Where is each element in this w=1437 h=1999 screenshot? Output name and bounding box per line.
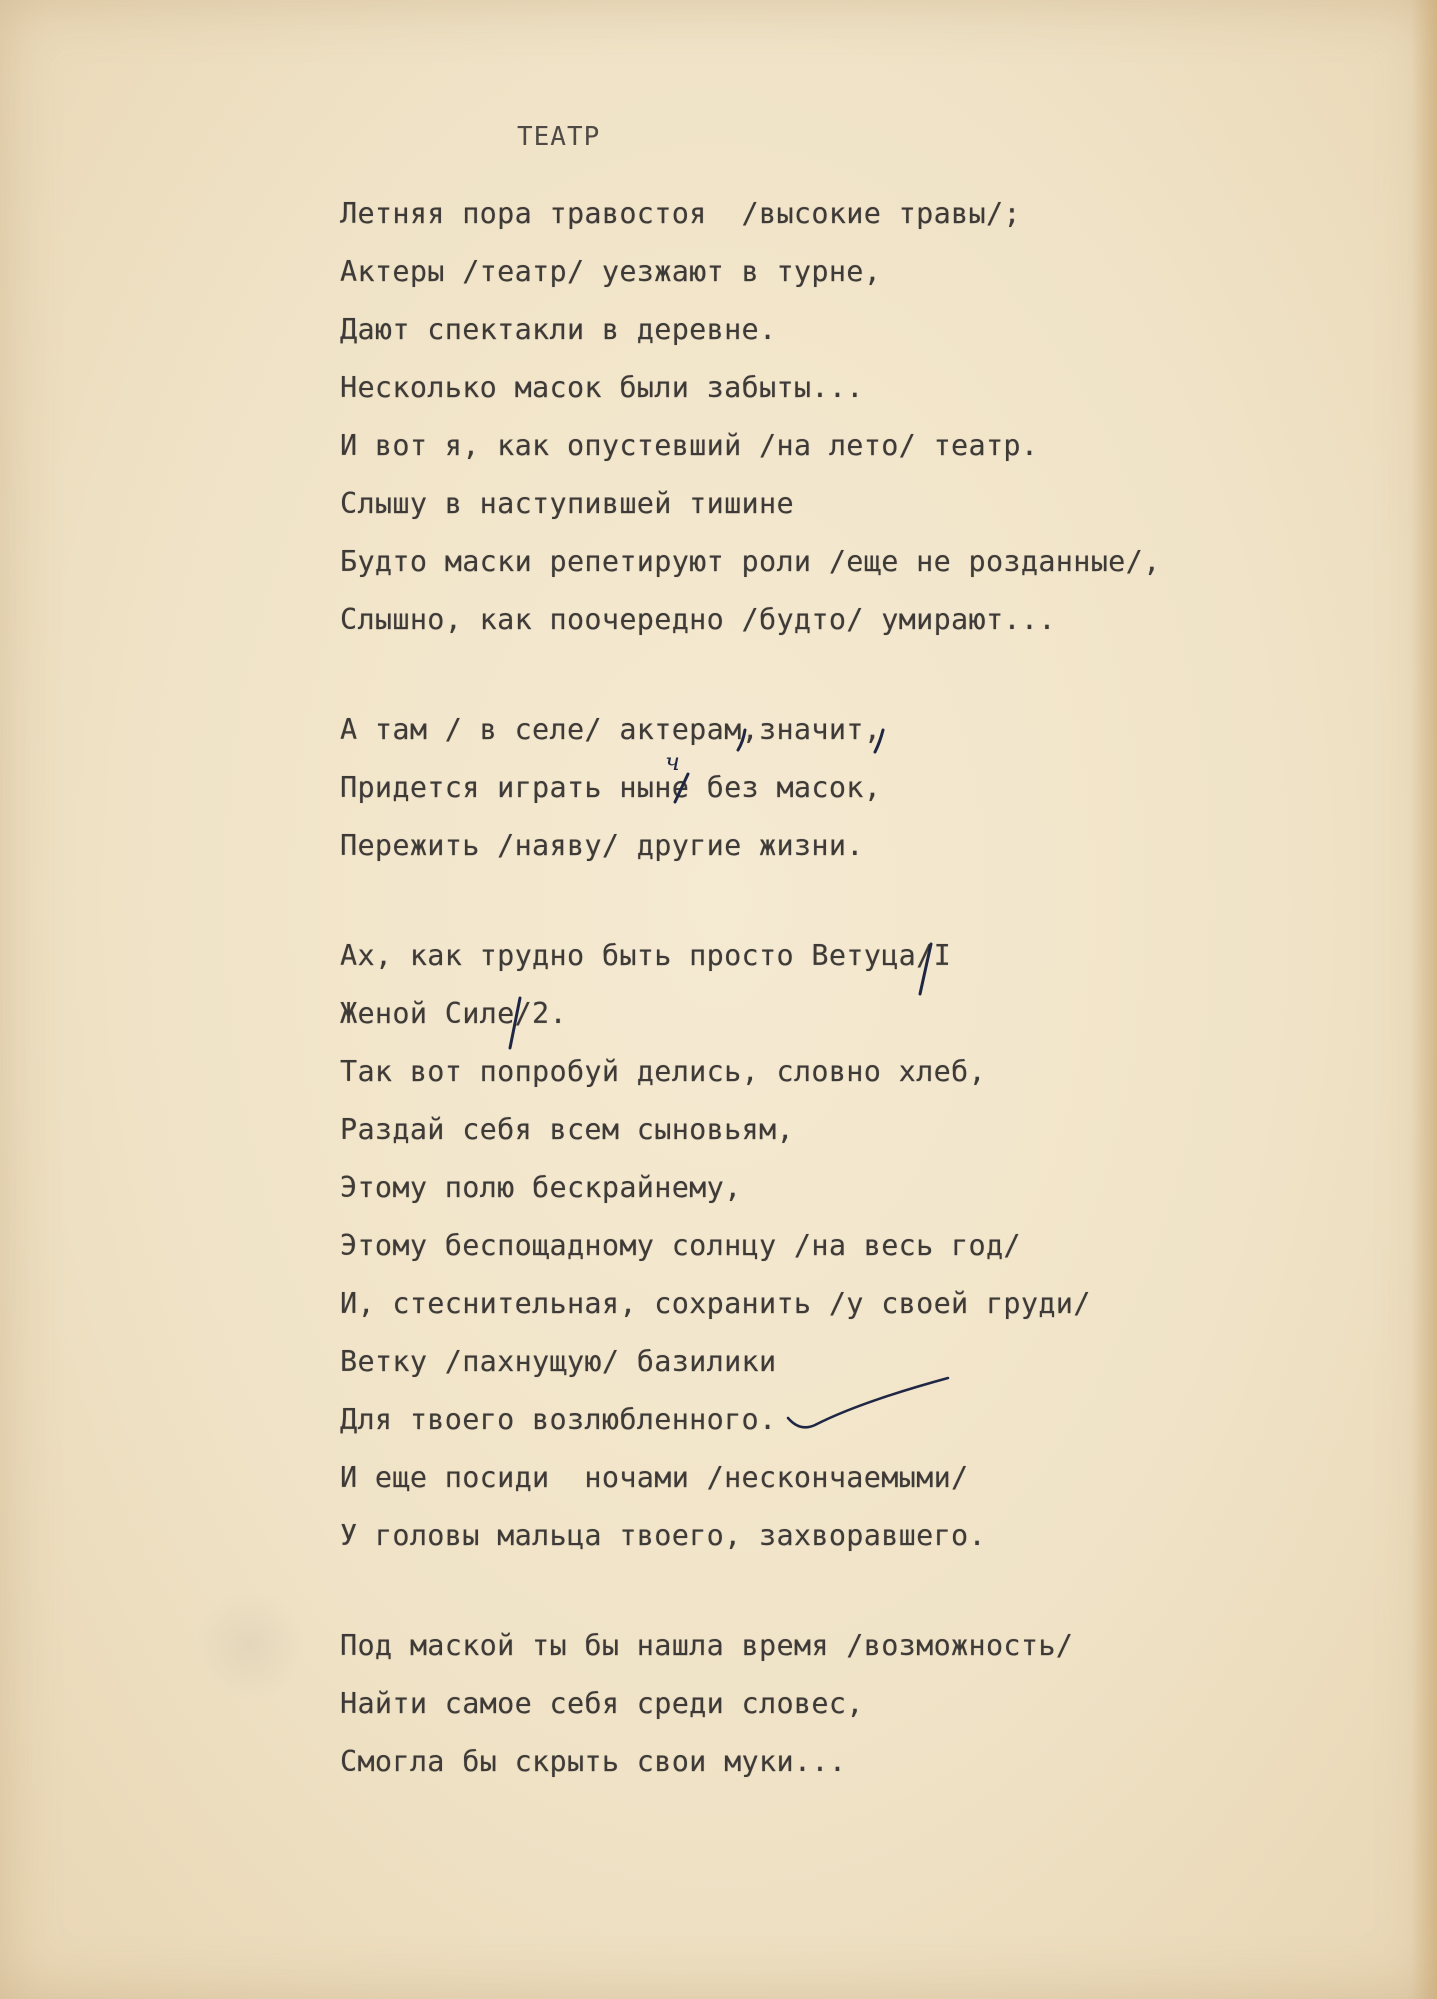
poem-line: И, стеснительная, сохранить /у своей груди/ xyxy=(340,1287,1091,1320)
stanza-2 xyxy=(340,706,1340,880)
paper-stain xyxy=(195,1590,305,1700)
poem-line: И еще посиди ночами /нескончаемыми/ xyxy=(340,1461,969,1494)
poem-line: Так вот попробуй делись, словно хлеб, xyxy=(340,1055,986,1088)
poem-line: Найти самое себя среди словес, xyxy=(340,1687,864,1720)
poem-line: Летняя пора травостоя /высокие травы/; xyxy=(340,197,1021,230)
ink-letter-insert: ч xyxy=(665,748,680,776)
stanza-3 xyxy=(340,932,1340,1570)
poem-line: Слышу в наступившей тишине xyxy=(340,487,794,520)
poem-line: Этому беспощадному солнцу /на весь год/ xyxy=(340,1229,1021,1262)
poem-line: Слышно, как поочередно /будто/ умирают... xyxy=(340,603,1056,636)
poem-line: Женой Силе/2. xyxy=(340,997,567,1030)
poem-line: Несколько масок были забыты... xyxy=(340,371,864,404)
poem-body xyxy=(340,190,1340,1796)
poem-line: Будто маски репетируют роли /еще не розданные/, xyxy=(340,545,1161,578)
poem-line: Придется играть ныне без масок, xyxy=(340,771,882,804)
poem-line: Для твоего возлюбленного. xyxy=(340,1403,777,1436)
poem-line: Дают спектакли в деревне. xyxy=(340,313,777,346)
poem-line: Этому полю бескрайнему, xyxy=(340,1171,742,1204)
stanza-4 xyxy=(340,1622,1340,1796)
poem-line: Пережить /наяву/ другие жизни. xyxy=(340,829,864,862)
poem-line: У головы мальца твоего, захворавшего. xyxy=(340,1519,986,1552)
stanza-1 xyxy=(340,190,1340,654)
poem-line: Раздай себя всем сыновьям, xyxy=(340,1113,794,1146)
poem-line: Под маской ты бы нашла время /возможность/ xyxy=(340,1629,1074,1662)
poem-line: А там / в селе/ актерам,значит, xyxy=(340,713,882,746)
poem-line: Актеры /театр/ уезжают в турне, xyxy=(340,255,882,288)
document-title: ТЕАТР xyxy=(517,122,601,152)
poem-line: Ветку /пахнущую/ базилики xyxy=(340,1345,777,1378)
poem-line: И вот я, как опустевший /на лето/ театр. xyxy=(340,429,1039,462)
poem-line: Ах, как трудно быть просто Ветуца/I xyxy=(340,939,952,972)
paper-right-edge xyxy=(1411,0,1437,1999)
poem-line: Смогла бы скрыть свои муки... xyxy=(340,1745,847,1778)
